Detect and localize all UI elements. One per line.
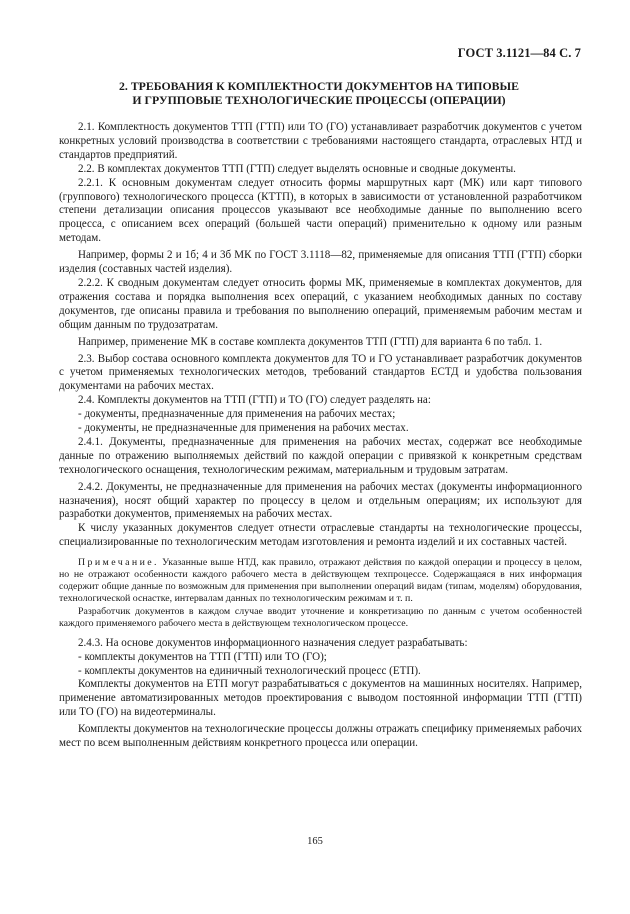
paragraph-2-4-3: 2.4.3. На основе документов информационного назначения следует разрабатывать:: [78, 636, 468, 649]
list-item-3: - комплекты документов на ТТП (ГТП) или ТО (ГО);: [78, 650, 327, 663]
paragraph-2-2-1: 2.2.1. К основным документам следует относить формы маршрутных карт (МК) или карт типового (группового) технологического процесса (КТТП), в которых в зависимости от установленной разработчиком степени детализации описания процессов указывают все необходимые данные по выполнению всего процесса, с описанием всех операций (большей части операций) применительно к одному или разным методам.: [59, 176, 582, 245]
paragraph-2-2-2: 2.2.2. К сводным документам следует относить формы МК, применяемые в комплектах документов, для отражения состава и порядка выполнения всех операций, с указанием необходимых данных по составу документов, где описаны правила и требования по выполнению операций, применяемым рабочим местам и общим данным по трудозатратам.: [59, 276, 582, 331]
running-header: ГОСТ 3.1121—84 С. 7: [457, 46, 581, 60]
list-item-1: - документы, предназначенные для применения на рабочих местах;: [78, 408, 396, 421]
paragraph-2-4: 2.4. Комплекты документов на ТТП (ГТП) и ТО (ГО) следует разделять на:: [78, 394, 431, 407]
paragraph-2-1: 2.1. Комплектность документов ТТП (ГТП) или ТО (ГО) устанавливает разработчик документов с учетом конкретных условий производства в соответствии с требованиями настоящего стандарта, отраслевых НТД и стандартов предприятий.: [59, 121, 582, 161]
paragraph-related-docs: К числу указанных документов следует отнести отраслевые стандарты на технологические процессы, специализированные по технологическим методам изготовления и ремонта изделий и их составных частей.: [59, 522, 582, 549]
paragraph-example-2: Например, применение МК в составе комплекта документов ТТП (ГТП) для варианта 6 по табл. 1.: [78, 335, 543, 348]
section-title-line-1: 2. ТРЕБОВАНИЯ К КОМПЛЕКТНОСТИ ДОКУМЕНТОВ НА ТИПОВЫЕ: [119, 79, 519, 93]
paragraph-example-1: Например, формы 2 и 1б; 4 и 3б МК по ГОСТ 3.1118—82, применяемые для описания ТТП (ГТП) сборки изделия (составных частей изделия).: [59, 249, 582, 276]
list-item-4: - комплекты документов на единичный технологический процесс (ЕТП).: [78, 664, 421, 677]
note-paragraph-2: Разработчик документов в каждом случае вводит уточнение и конкретизацию по данным с учетом особенностей каждого применяемого рабочего места в действующем технологическом процессе.: [59, 605, 582, 629]
paragraph-final: Комплекты документов на технологические процессы должны отражать специфику применяемых рабочих мест по всем выполненным действиям конкретного процесса или операции.: [59, 723, 582, 750]
paragraph-2-4-1: 2.4.1. Документы, предназначенные для применения на рабочих местах, содержат все необходимые данные по отражению выполняемых действий по каждой операции с привязкой к конкретным средствам технологического оснащения, технологическим режимам, материальным и трудовым затратам.: [59, 435, 582, 476]
note-paragraph-1: [59, 557, 582, 605]
paragraph-2-4-2: 2.4.2. Документы, не предназначенные для применения на рабочих местах (документы информационного назначения), носят общий характер по процессу в целом и отдельным операциям; их используют для разработки документов, применяемых на рабочих местах.: [59, 480, 582, 521]
note-label: Примечание.: [78, 557, 159, 569]
paragraph-2-3: 2.3. Выбор состава основного комплекта документов для ТО и ГО устанавливает разработчик документов с учетом применяемых технологических методов, требований стандартов ЕСТД и удобства пользования документами на рабочих местах.: [59, 352, 582, 393]
section-title: [58, 79, 580, 107]
page-number: 165: [307, 836, 323, 847]
note-text-1: Указанные выше НТД, как правило, отражают действия по каждой операции и процессу в целом, но не отражают особенности каждого рабочего места в действующем техпроцессе. Содержащаяся в них информация содержит общие данные по возможным для применения при выполнении операций видам (типам, моделям) оборудования, технологической оснастке, интервалам данных по технологическим режимам и т. п.: [59, 557, 583, 605]
body-text: [59, 118, 582, 751]
list-item-2: - документы, не предназначенные для применения на рабочих местах.: [78, 422, 409, 435]
section-title-line-2: И ГРУППОВЫЕ ТЕХНОЛОГИЧЕСКИЕ ПРОЦЕССЫ (ОПЕРАЦИИ): [132, 93, 506, 107]
paragraph-2-2: 2.2. В комплектах документов ТТП (ГТП) следует выделять основные и сводные документы.: [78, 162, 516, 175]
paragraph-etp: Комплекты документов на ЕТП могут разрабатываться с документов на машинных носителях. Например, применение автоматизированных методов проектирования с выводом постоянной информации ТТП (ГТП) или ТО (ГО) на видеотерминалы.: [59, 678, 582, 719]
